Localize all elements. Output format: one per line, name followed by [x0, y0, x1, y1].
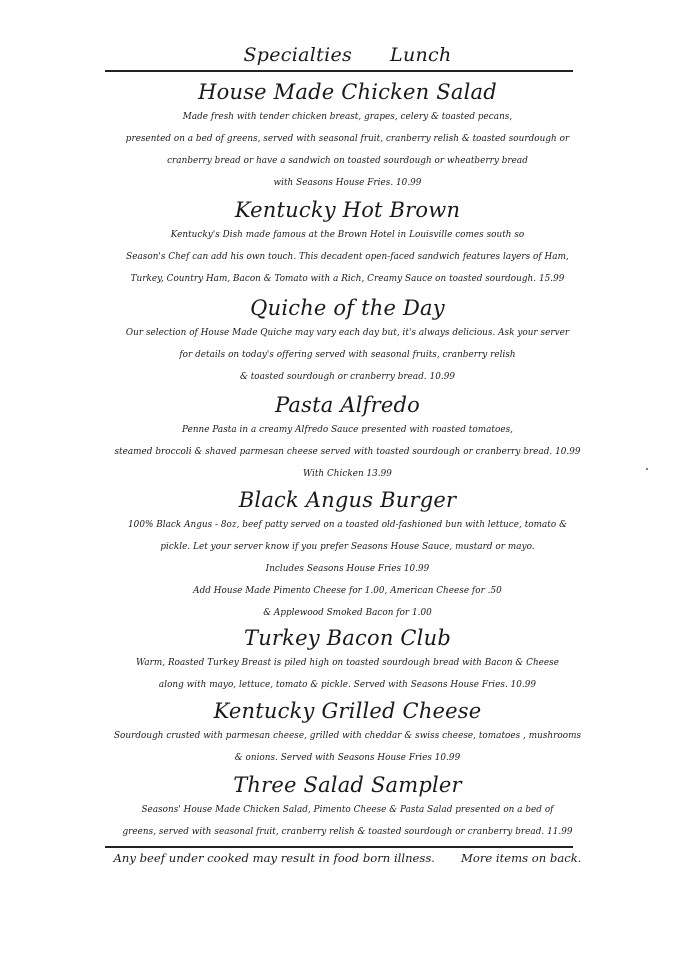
- item-description-line: steamed broccoli & shaved parmesan cheese served with toasted sourdough or cranberry bread. 10.99: [114, 447, 581, 457]
- item-description-line: Our selection of House Made Quiche may vary each day but, it's always delicious. Ask your server: [125, 328, 570, 338]
- menu-item-angus-burger: [0, 486, 695, 624]
- item-title: Kentucky Grilled Cheese: [213, 699, 482, 723]
- menu-item-quiche: [0, 294, 695, 388]
- item-description-line: Penne Pasta in a creamy Alfredo Sauce presented with roasted tomatoes,: [182, 425, 513, 435]
- item-description-line: With Chicken 13.99: [303, 469, 392, 479]
- item-description-line: Add House Made Pimento Cheese for 1.00, American Cheese for .50: [193, 586, 502, 596]
- item-description-line: Seasons' House Made Chicken Salad, Pimento Cheese & Pasta Salad presented on a bed of: [141, 805, 554, 815]
- item-description-line: Made fresh with tender chicken breast, grapes, celery & toasted pecans,: [182, 112, 513, 122]
- item-description-line: Warm, Roasted Turkey Breast is piled high on toasted sourdough bread with Bacon & Cheese: [136, 658, 559, 668]
- item-description-line: Sourdough crusted with parmesan cheese, grilled with cheddar & swiss cheese, tomatoes , mushrooms: [113, 731, 582, 741]
- menu-item-chicken-salad: [0, 78, 695, 194]
- menu-item-salad-sampler: [0, 771, 695, 843]
- section-title: Specialties: [243, 44, 353, 66]
- item-description-line: & toasted sourdough or cranberry bread. 10.99: [239, 372, 456, 382]
- header-rule: [105, 70, 573, 72]
- item-description-line: cranberry bread or have a sandwich on toasted sourdough or wheatberry bread: [167, 156, 528, 166]
- menu-header: [0, 44, 695, 66]
- item-description-line: Kentucky's Dish made famous at the Brown Hotel in Louisville comes south so: [170, 230, 525, 240]
- item-description-line: Turkey, Country Ham, Bacon & Tomato with a Rich, Creamy Sauce on toasted sourdough. 15.99: [130, 274, 565, 284]
- food-safety-warning: Any beef under cooked may result in food born illness.: [113, 851, 435, 865]
- item-description-line: 100% Black Angus - 8oz, beef patty served on a toasted old-fashioned bun with lettuce, tomato &: [128, 520, 567, 530]
- menu-item-turkey-club: [0, 624, 695, 696]
- item-description-line: presented on a bed of greens, served with seasonal fruit, cranberry relish & toasted sourdough or: [125, 134, 570, 144]
- item-title: Pasta Alfredo: [275, 393, 420, 417]
- item-description-line: Season's Chef can add his own touch. This decadent open-faced sandwich features layers of Ham,: [126, 252, 569, 262]
- item-title: House Made Chicken Salad: [198, 80, 497, 104]
- item-title: Three Salad Sampler: [233, 773, 462, 797]
- item-title: Black Angus Burger: [238, 488, 457, 512]
- scan-speck: [646, 468, 648, 470]
- item-description-line: with Seasons House Fries. 10.99: [273, 178, 422, 188]
- item-description-line: & onions. Served with Seasons House Fries 10.99: [234, 753, 461, 763]
- item-description-line: greens, served with seasonal fruit, cranberry relish & toasted sourdough or cranberry bread. 11.99: [122, 827, 573, 837]
- menu-footer: [0, 848, 695, 868]
- item-title: Kentucky Hot Brown: [234, 198, 461, 222]
- item-description-line: Includes Seasons House Fries 10.99: [265, 564, 430, 574]
- menu-item-grilled-cheese: [0, 697, 695, 769]
- more-items-note: More items on back.: [460, 851, 582, 865]
- menu-item-hot-brown: [0, 196, 695, 290]
- item-title: Turkey Bacon Club: [244, 626, 451, 650]
- item-description-line: & Applewood Smoked Bacon for 1.00: [263, 608, 432, 618]
- item-description-line: pickle. Let your server know if you prefer Seasons House Sauce, mustard or mayo.: [160, 542, 535, 552]
- menu-item-pasta-alfredo: [0, 391, 695, 485]
- meal-title: Lunch: [390, 44, 452, 66]
- item-description-line: for details on today's offering served with seasonal fruits, cranberry relish: [179, 350, 516, 360]
- item-title: Quiche of the Day: [250, 296, 445, 320]
- item-description-line: along with mayo, lettuce, tomato & pickle. Served with Seasons House Fries. 10.99: [158, 680, 537, 690]
